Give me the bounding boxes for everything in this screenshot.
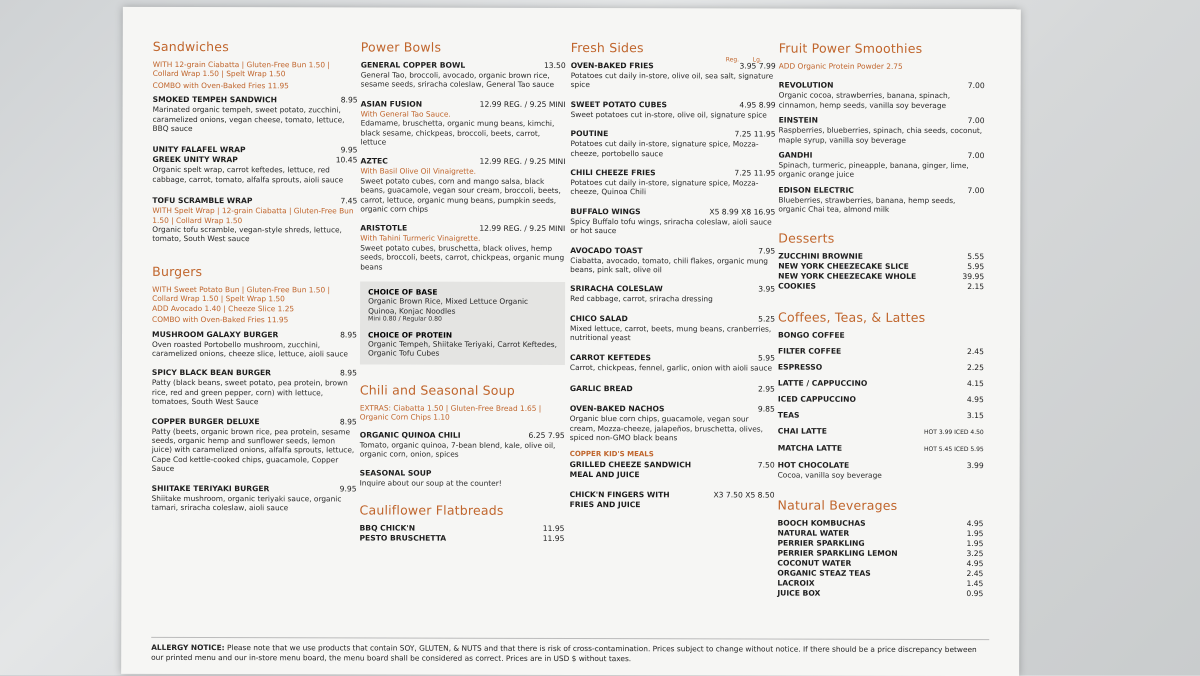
protein-label: CHOICE OF PROTEIN: [368, 330, 453, 340]
item-desc: General Tao, broccoli, avocado, organic brown rice, sesame seeds, sriracha coleslaw, General Tao sauce: [360, 70, 555, 90]
menu-item: [153, 95, 358, 134]
item-name: ORGANIC STEAZ TEAS: [777, 568, 871, 578]
item-price: HOT 3.99 ICED 4.50: [924, 428, 984, 436]
item-name: EINSTEIN: [778, 115, 818, 125]
item-name: SWEET POTATO CUBES: [570, 99, 668, 110]
item-price: 7.25 11.95: [734, 168, 776, 178]
item-price: 3.95 7.99: [739, 61, 776, 71]
menu-item: [570, 460, 775, 481]
item-name: EDISON ELECTRIC: [778, 185, 854, 195]
item-desc: Edamame, bruschetta, organic mung beans, kimchi, black sesame, chickpeas, broccoli, beets, carrot, lettuce: [360, 118, 555, 147]
item-name: ASIAN FUSION: [360, 99, 423, 109]
column-3: [570, 32, 776, 511]
item-name: JUICE BOX: [777, 588, 821, 598]
menu-item: [778, 426, 984, 438]
item-desc: Potatoes cut daily in-store, signature spice, Mozza-cheeze, Quinoa Chili: [570, 178, 759, 197]
item-name: ZUCCHINI BROWNIE: [778, 251, 863, 261]
item-desc: Patty (beets, organic brown rice, pea protein, sesame seeds, organic hemp and sunflower seeds, lemon juice) with caramelized onions, alfalfa sprouts, lettuce, Cape Cod kettle-cooked chips, guacamole, Copper Sauce: [151, 426, 355, 474]
menu-item: [570, 129, 775, 158]
item-name: TEAS: [777, 410, 800, 420]
item-desc: Inquire about our soup at the counter!: [359, 478, 502, 489]
item-price: 1.95: [966, 529, 984, 539]
item-name: LATTE / CAPPUCCINO: [777, 378, 868, 388]
menu-item: [778, 346, 984, 357]
allergy-text: Please note that we use products that contain SOY, GLUTEN, & NUTS and that there is risk of cross-contamination. Prices subject to change without notice. If there should be a price discrepancy between our printed menu and our in-store menu board, the menu board shall be considered as correct. Prices are in USD $ without taxes.: [151, 643, 977, 663]
item-name: NEW YORK CHEEZECAKE SLICE: [778, 261, 909, 271]
sandwiches-title: Sandwiches: [152, 38, 229, 55]
menu-item: [360, 469, 565, 489]
item-price: 5.95: [967, 261, 985, 271]
menu-item: [152, 368, 357, 407]
menu-item: [777, 569, 983, 580]
base-label: CHOICE OF BASE: [368, 287, 438, 297]
menu-item: [778, 251, 984, 262]
item-price: 4.95: [966, 394, 984, 404]
menu-item: [570, 284, 775, 304]
item-price: HOT 5.45 ICED 5.95: [923, 445, 984, 453]
item-price: 1.45: [966, 579, 984, 589]
item-name: ORGANIC QUINOA CHILI: [359, 429, 461, 440]
item-price: 3.99: [966, 460, 984, 470]
item-price: 3.95: [758, 284, 776, 295]
item-price: 9.95: [340, 145, 358, 155]
item-price: 12.99 REG. / 9.25 MINI: [479, 99, 566, 109]
bowls-title: Power Bowls: [360, 39, 442, 55]
menu-item: [778, 378, 984, 389]
menu-item: [778, 394, 984, 405]
item-name: BOOCH KOMBUCHAS: [777, 518, 866, 528]
menu-item: [778, 271, 984, 282]
item-desc: Mixed lettuce, carrot, beets, mung beans, cranberries, nutritional yeast: [569, 323, 772, 343]
item-desc: Blueberries, strawberries, banana, hemp seeds, organic Chai tea, almond milk: [778, 195, 956, 215]
item-price: 9.95: [339, 483, 357, 494]
item-name: PESTO BRUSCHETTA: [359, 533, 447, 543]
item-price: 8.95: [339, 416, 357, 426]
menu-item: [360, 430, 565, 459]
menu-item: [778, 281, 984, 292]
menu-item: [778, 460, 984, 480]
item-desc: Tomato, organic quinoa, 7-bean blend, kale, olive oil, organic corn, onion, spices: [359, 439, 556, 459]
menu-item: [777, 559, 983, 570]
menu-item: [779, 81, 985, 110]
menu-item: [570, 246, 775, 275]
item-name: PERRIER SPARKLING: [777, 538, 865, 548]
menu-item: [571, 61, 776, 90]
protein-desc: Organic Tempeh, Shiitake Teriyaki, Carrot Keftedes, Organic Tofu Cubes: [367, 339, 558, 358]
item-price: 2.45: [966, 569, 984, 579]
item-name: COCONUT WATER: [777, 558, 852, 568]
item-name: CHICK'N FINGERS WITH FRIES AND JUICE: [569, 490, 670, 510]
menu-item: [570, 490, 775, 511]
item-name: SRIRACHA COLESLAW: [570, 284, 663, 294]
item-price: 6.25 7.95: [528, 430, 565, 440]
item-desc: Sweet potatoes cut in-store, olive oil, signature spice: [570, 109, 767, 120]
menu-item: [779, 116, 985, 145]
column-2: [359, 31, 565, 543]
item-desc: Marinated organic tempeh, sweet potato, zucchini, caramelized onions, vegan cheese, tomato, lettuce, BBQ sauce: [152, 105, 345, 134]
item-price: 8.95: [340, 329, 358, 339]
menu-item: [778, 330, 984, 341]
item-name: NATURAL WATER: [777, 528, 850, 538]
menu-item: [777, 549, 983, 560]
item-price: 8.95: [339, 368, 357, 378]
item-price: 8.95: [340, 95, 358, 105]
menu-paper: [121, 7, 1021, 676]
item-name: AZTEC: [360, 156, 388, 166]
item-price: 7.00: [967, 81, 985, 91]
item-name: OVEN-BAKED NACHOS: [569, 404, 665, 414]
item-price: 12.99 REG. / 9.25 MINI: [479, 224, 566, 234]
item-note: With Tahini Turmeric Vinaigrette.: [360, 233, 481, 244]
item-name: SMOKED TEMPEH SANDWICH: [152, 95, 277, 105]
item-name: COOKIES: [778, 281, 817, 291]
item-price: 13.50: [543, 60, 566, 70]
smoothies-note: ADD Organic Protein Powder 2.75: [778, 61, 903, 71]
item-price: X3 7.50 X5 8.50: [713, 490, 775, 500]
menu-item: [571, 100, 776, 120]
item-desc: Raspberries, blueberries, spinach, chia seeds, coconut, maple syrup, vanilla soy beverage: [778, 125, 983, 145]
menu-item: [361, 60, 566, 89]
soup-extras: EXTRAS: Ciabatta 1.50 | Gluten-Free Bread 1.65 | Organic Corn Chips 1.10: [359, 403, 542, 422]
item-name: CARROT KEFTEDES: [569, 352, 651, 362]
item-name: AVOCADO TOAST: [570, 245, 643, 255]
menu-item: [778, 261, 984, 272]
item-name: GREEK UNITY WRAP: [152, 155, 238, 165]
item-name: TOFU SCRAMBLE WRAP: [152, 196, 253, 206]
kids-title: COPPER KID'S MEALS: [569, 450, 654, 459]
burgers-title: Burgers: [152, 263, 203, 279]
item-name: GANDHI: [778, 150, 813, 160]
allergy-label: ALLERGY NOTICE:: [151, 642, 225, 653]
item-note: With Basil Olive Oil Vinaigrette.: [360, 166, 476, 177]
menu-item: [777, 529, 983, 540]
item-name: HOT CHOCOLATE: [777, 460, 850, 470]
menu-item: [570, 207, 775, 236]
item-desc: Organic spelt wrap, carrot keftedes, lettuce, red cabbage, carrot, tomato, alfalfa sprouts, aioli sauce: [152, 165, 344, 185]
smoothies-title: Fruit Power Smoothies: [778, 40, 923, 56]
burgers-note: WITH Sweet Potato Bun | Gluten-Free Bun 1.50 | Collard Wrap 1.50 | Spelt Wrap 1.50: [152, 284, 331, 304]
item-price: 7.00: [967, 185, 985, 195]
item-price: 4.15: [966, 378, 984, 388]
item-price: 3.15: [966, 410, 984, 420]
item-name: MUSHROOM GALAXY BURGER: [152, 329, 279, 339]
menu-item: [570, 384, 775, 395]
item-price: 2.45: [967, 346, 984, 356]
menu-item: [360, 224, 565, 272]
item-price: 2.25: [967, 362, 984, 372]
item-price: 11.95: [542, 533, 565, 543]
item-desc: Patty (black beans, sweet potato, pea protein, brown rice, red and green pepper, corn) with lettuce, tomatoes, South West Sauce: [151, 378, 348, 407]
item-price: 5.95: [758, 353, 775, 363]
desserts-title: Desserts: [778, 230, 835, 246]
item-price: 39.95: [962, 271, 985, 281]
item-name: REVOLUTION: [778, 80, 834, 91]
item-price: 4.95 8.99: [739, 100, 776, 110]
item-name: GENERAL COPPER BOWL: [360, 60, 466, 70]
menu-item: [361, 99, 566, 147]
menu-item: [778, 410, 984, 421]
item-desc: Spicy Buffalo tofu wings, sriracha coleslaw, aioli sauce or hot sauce: [570, 216, 772, 236]
item-price: 4.95: [966, 519, 984, 529]
item-name: MATCHA LATTE: [777, 443, 843, 453]
item-name: SHIITAKE TERIYAKI BURGER: [151, 483, 270, 493]
menu-item: [360, 157, 565, 215]
item-name: COPPER BURGER DELUXE: [151, 416, 260, 426]
menu-item: [778, 519, 984, 530]
item-name: BONGO COFFEE: [778, 330, 845, 340]
item-name: BBQ CHICK'N: [359, 523, 416, 533]
coffees-title: Coffees, Teas, & Lattes: [778, 309, 926, 325]
item-price: 0.95: [966, 589, 984, 599]
item-name: GRILLED CHEEZE SANDWICH MEAL AND JUICE: [569, 460, 692, 480]
item-desc: Potatoes cut daily in-store, signature spice, Mozza-cheeze, portobello sauce: [570, 139, 759, 158]
menu-item: [777, 539, 983, 550]
menu-item: [777, 579, 983, 590]
base-desc: Organic Brown Rice, Mixed Lettuce Organic Quinoa, Konjac Noodles: [368, 296, 529, 316]
menu-item: [152, 145, 357, 184]
item-price: 9.85: [757, 404, 775, 414]
menu-item: [152, 483, 357, 512]
item-name: CHAI LATTE: [777, 426, 827, 436]
item-name: PERRIER SPARKLING LEMON: [777, 548, 898, 558]
item-name: UNITY FALAFEL WRAP: [152, 145, 246, 155]
bowl-options-box: [360, 282, 565, 365]
menu-item: [570, 168, 775, 197]
item-price: 3.25: [966, 549, 984, 559]
item-desc: Organic cocoa, strawberries, banana, spinach, cinnamon, hemp seeds, vanilla soy beverage: [778, 90, 951, 110]
item-name: ICED CAPPUCCINO: [777, 394, 856, 404]
burgers-combo: COMBO with Oven-Baked Fries 11.95: [152, 314, 289, 325]
menu-item: [570, 404, 775, 443]
item-price: 2.95: [757, 384, 775, 394]
item-name: FILTER COFFEE: [777, 346, 842, 356]
item-price: 5.55: [967, 251, 985, 261]
menu-item: [570, 353, 775, 373]
menu-item: [152, 196, 357, 244]
menu-item: [570, 314, 775, 343]
sandwiches-combo: COMBO with Oven-Baked Fries 11.95: [152, 80, 289, 91]
item-desc: Spinach, turmeric, pineapple, banana, ginger, lime, organic orange juice: [778, 160, 969, 180]
menu-item: [359, 533, 564, 544]
item-name: ARISTOTLE: [360, 223, 408, 234]
item-price: 7.25 11.95: [734, 129, 776, 139]
item-price: 4.95: [966, 559, 984, 569]
item-desc: Carrot, chickpeas, fennel, garlic, onion with aioli sauce: [569, 362, 773, 373]
item-price: 1.95: [966, 539, 984, 549]
item-note: WITH Spelt Wrap | 12-grain Ciabatta | Gluten-Free Bun 1.50 | Collard Wrap 1.50: [152, 206, 354, 225]
sides-title: Fresh Sides: [570, 39, 644, 56]
item-note: With General Tao Sauce.: [360, 109, 451, 119]
item-price: 7.45: [340, 196, 358, 206]
item-price: 5.25: [758, 314, 776, 324]
item-price: 7.00: [967, 116, 985, 126]
item-name: SPICY BLACK BEAN BURGER: [151, 368, 272, 378]
item-name: NEW YORK CHEEZECAKE WHOLE: [778, 271, 917, 281]
item-name: BUFFALO WINGS: [570, 206, 641, 217]
item-desc: Potatoes cut daily in-store, olive oil, sea salt, signature spice: [570, 70, 774, 90]
sandwiches-note: WITH 12-grain Ciabatta | Gluten-Free Bun 1.50 | Collard Wrap 1.50 | Spelt Wrap 1.50: [152, 59, 330, 79]
item-name: POUTINE: [570, 129, 609, 139]
column-4: [777, 33, 984, 600]
item-name: LACROIX: [777, 578, 815, 588]
menu-item: [777, 589, 983, 600]
flatbreads-title: Cauliflower Flatbreads: [359, 502, 504, 518]
item-price: 7.50: [757, 460, 775, 470]
burgers-add: ADD Avocado 1.40 | Cheeze Slice 1.25: [152, 303, 295, 313]
item-desc: Ciabatta, avocado, tomato, chili flakes, organic mung beans, pink salt, olive oil: [570, 255, 769, 275]
item-desc: Organic tofu scramble, vegan-style shreds, lettuce, tomato, South West sauce: [152, 224, 342, 244]
item-price: 10.45: [335, 155, 358, 165]
menu-item: [778, 185, 984, 214]
item-name: CHILI CHEEZE FRIES: [570, 168, 656, 178]
item-desc: Shiitake mushroom, organic teriyaki sauce, organic tamari, sriracha coleslaw, aioli sauce: [151, 493, 342, 513]
item-desc: Organic blue corn chips, guacamole, vegan sour cream, Mozza-cheeze, jalapeños, bruschetta, olives, spiced non-GMO black beans: [569, 414, 764, 443]
menu-item: [778, 151, 984, 180]
item-price: 11.95: [542, 523, 565, 533]
item-price: X5 8.99 X8 16.95: [709, 207, 776, 217]
menu-item: [359, 523, 564, 534]
item-desc: Sweet potato cubes, bruschetta, black olives, hemp seeds, broccoli, beets, carrot, chickpeas, organic mung beans: [360, 243, 565, 272]
base-price: Mini 0.80 / Regular 0.80: [368, 315, 443, 323]
reg-header: Reg.: [725, 56, 740, 64]
item-name: ESPRESSO: [777, 362, 823, 372]
item-desc: Cocoa, vanilla soy beverage: [777, 470, 882, 480]
allergy-notice: [151, 637, 989, 664]
menu-item: [778, 362, 984, 373]
item-price: 12.99 REG. / 9.25 MINI: [479, 157, 566, 167]
item-price: 2.15: [967, 281, 985, 291]
item-price: 7.95: [758, 246, 776, 256]
menu-item: [152, 329, 357, 358]
beverages-title: Natural Beverages: [777, 497, 898, 513]
item-name: SEASONAL SOUP: [359, 468, 432, 478]
menu-item: [152, 416, 357, 474]
item-name: OVEN-BAKED FRIES: [570, 60, 654, 71]
lg-header: Lg.: [752, 56, 762, 64]
column-1: [152, 31, 358, 513]
item-price: 7.00: [967, 151, 985, 161]
item-name: GARLIC BREAD: [569, 384, 633, 394]
menu-item: [778, 443, 984, 455]
item-desc: Oven roasted Portobello mushroom, zucchini, caramelized onions, cheeze slice, lettuce, aioli sauce: [151, 339, 348, 359]
item-name: CHICO SALAD: [570, 313, 628, 324]
item-desc: Sweet potato cubes, corn and mango salsa, black beans, guacamole, vegan sour cream, broccoli, beets, carrot, lettuce, organic mung beans, pumpkin seeds, organic corn chips: [360, 176, 561, 214]
soup-title: Chili and Seasonal Soup: [359, 382, 515, 398]
item-desc: Red cabbage, carrot, sriracha dressing: [570, 294, 713, 304]
